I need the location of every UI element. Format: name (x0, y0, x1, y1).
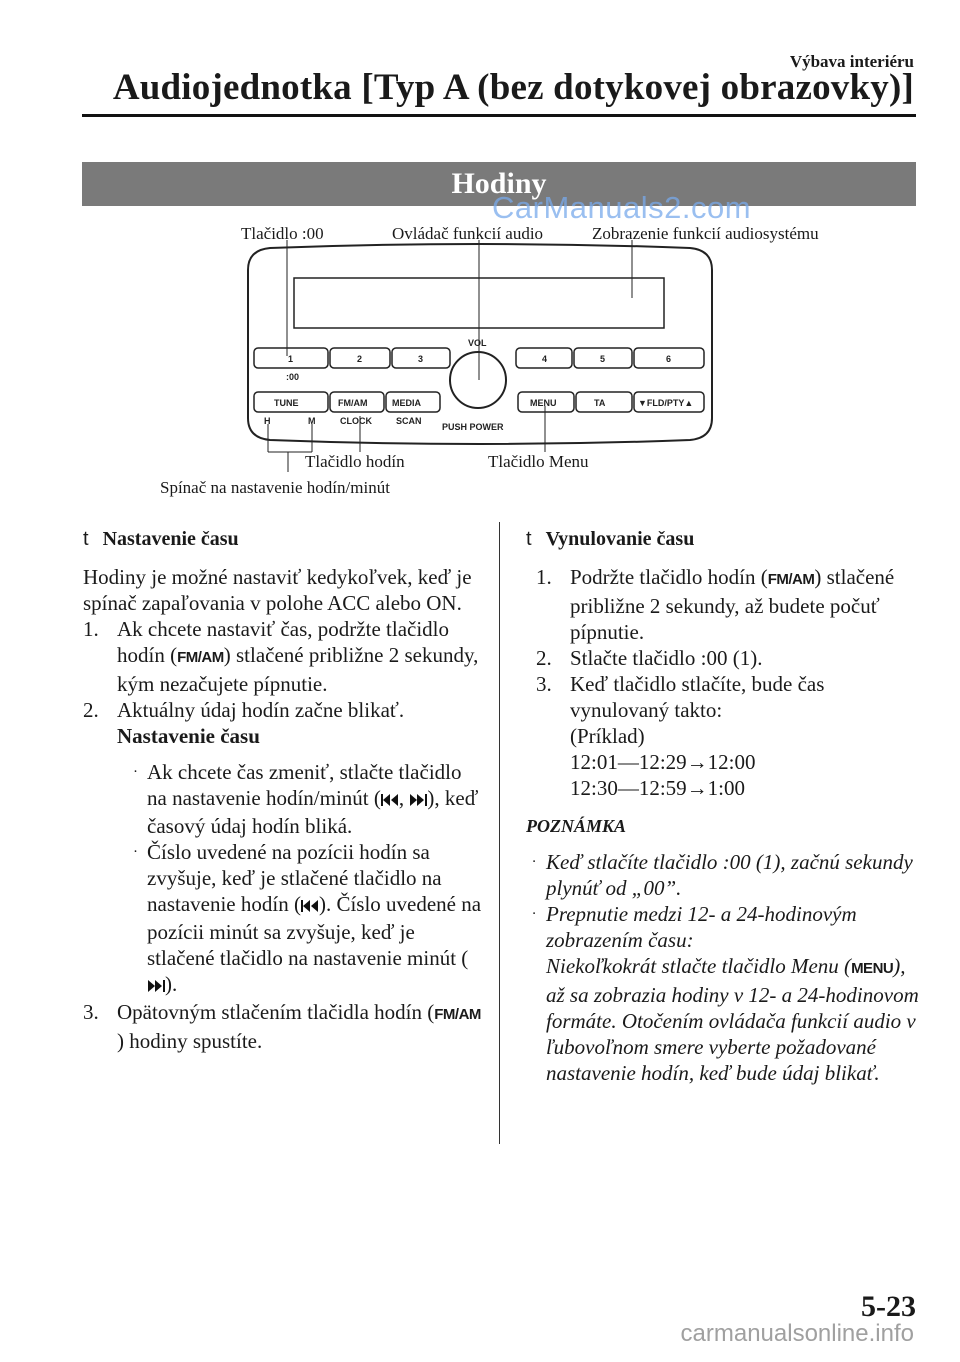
step-text: Ak chcete nastaviť čas, podržte tlačidlo hodín ( (117, 617, 450, 667)
note-text: Prepnutie medzi 12- a 24-hodinovým zobrazením času: (546, 902, 857, 952)
callout-button-00: Tlačidlo :00 (241, 224, 324, 243)
step-text: Keď tlačidlo stlačíte, bude čas vynulovaný takto: (570, 672, 825, 722)
heading-set-time (83, 526, 483, 552)
label-menu: MENU (530, 398, 557, 408)
bullet-text: , (398, 786, 410, 810)
example-line-2: 12:30―12:59→1:00 (570, 776, 746, 800)
heading-text: Vynulovanie času (545, 528, 695, 550)
note-text: Keď stlačíte tlačidlo :00 (1), začnú sekundy plynúť od „00”. (546, 850, 913, 900)
menu-badge: MENU (851, 960, 894, 977)
label-scan: SCAN (396, 416, 422, 426)
heading-marker: t (83, 528, 89, 550)
volume-knob (450, 352, 506, 408)
step-text: Stlačte tlačidlo :00 (1). (570, 646, 763, 670)
step-text: Opätovným stlačením tlačidla hodín ( (117, 1000, 435, 1024)
heading-marker: t (526, 528, 532, 550)
label-ta: TA (594, 398, 606, 408)
bullet-text: Ak chcete čas zmeniť, stlačte tlačidlo na nastavenie hodín/minút ( (147, 760, 462, 810)
label-2: 2 (357, 354, 363, 364)
skip-back-icon (381, 787, 399, 813)
label-6: 6 (666, 354, 672, 364)
label-tune: TUNE (274, 398, 299, 408)
skip-forward-icon (147, 973, 165, 999)
bullet-2 (133, 839, 483, 999)
callout-audio-control: Ovládač funkcií audio (392, 224, 544, 243)
step-number: 3. (536, 672, 552, 696)
intro-text: Hodiny je možné nastaviť kedykoľvek, keď je spínač zapaľovania v polohe ACC alebo ON. (83, 565, 472, 615)
section-label: Výbava interiéru (789, 52, 914, 71)
watermark: CarManuals2.com (492, 190, 752, 225)
page-number: 5-23 (861, 1290, 916, 1323)
step-3 (83, 999, 483, 1054)
bullet-dot: · (133, 844, 138, 860)
heading-reset-time (526, 526, 921, 552)
skip-back-icon (301, 893, 319, 919)
step-1 (83, 616, 483, 697)
heading-text: Nastavenie času (102, 528, 239, 550)
example-label: (Príklad) (570, 724, 645, 748)
step-number: 1. (83, 617, 99, 641)
label-5: 5 (600, 354, 606, 364)
callout-menu-button: Tlačidlo Menu (488, 452, 589, 471)
note-2 (532, 901, 921, 1086)
bullet-dot: · (133, 764, 138, 780)
label-media: MEDIA (392, 398, 421, 408)
step-text: Aktuálny údaj hodín začne blikať. (117, 698, 405, 722)
header-rule (82, 114, 916, 117)
fmam-badge: FM/AM (177, 649, 224, 666)
step-number: 2. (83, 698, 99, 722)
bullet-text: ), keď časový údaj hodín bliká. (147, 786, 479, 838)
callout-hm-switch: Spínač na nastavenie hodín/minút (160, 478, 390, 497)
subheading: Nastavenie času (117, 724, 260, 748)
note-heading: POZNÁMKA (526, 816, 627, 836)
footer-watermark: carmanualsonline.info (680, 1320, 914, 1347)
label-h: H (264, 416, 271, 426)
note-1 (532, 849, 921, 901)
label-3: 3 (418, 354, 424, 364)
example-line-1: 12:01―12:29→12:00 (570, 750, 756, 774)
right-column (526, 526, 921, 1086)
step-text: ) stlačené približne 2 sekundy, kým nezačujete pípnutie. (117, 643, 479, 696)
bullet-dot: · (532, 906, 536, 922)
bullet-dot: · (532, 854, 536, 870)
callout-display: Zobrazenie funkcií audiosystému (592, 224, 819, 243)
label-4: 4 (542, 354, 548, 364)
step-2 (83, 697, 483, 723)
note-text: Niekoľkokrát stlačte tlačidlo Menu ( (546, 954, 852, 978)
label-push-power: PUSH POWER (442, 422, 504, 432)
step-text: ) hodiny spustíte. (117, 1029, 263, 1053)
note-text: ), až sa zobrazia hodiny v 12- a 24-hodinovom formáte. Otočením ovládača funkcií audio v ľubovoľnom smere vyberte požadované nastavenie hodín, keď bude údaj blikať. (546, 954, 919, 1085)
page-title: Audiojednotka [Typ A (bez dotykovej obrazovky)] (112, 67, 914, 108)
reset-step-2 (536, 645, 921, 671)
bullet-text: ). (165, 972, 178, 996)
column-divider (499, 522, 500, 1144)
step-text: Podržte tlačidlo hodín ( (570, 565, 768, 589)
audio-unit-diagram (230, 240, 730, 472)
label-clock: CLOCK (340, 416, 372, 426)
bullet-text: Číslo uvedené na pozícii hodín sa zvyšuje, keď je stlačené tlačidlo na nastavenie hodín ( (147, 840, 442, 916)
label-vol: VOL (468, 338, 487, 348)
label-1: 1 (288, 354, 294, 364)
callout-clock-button: Tlačidlo hodín (305, 452, 405, 471)
step-number: 2. (536, 646, 552, 670)
fmam-badge: FM/AM (434, 1006, 481, 1023)
label-colon00: :00 (286, 372, 300, 382)
label-fmam: FM/AM (338, 398, 368, 408)
step-number: 1. (536, 565, 552, 589)
step-number: 3. (83, 1000, 99, 1024)
reset-step-3 (536, 671, 921, 801)
step-text: ) stlačené približne 2 sekundy, až budete počuť pípnutie. (570, 565, 895, 644)
bullet-1 (133, 759, 483, 839)
bullet-text: ). Číslo uvedené na pozícii minút sa zvyšuje, keď je stlačené tlačidlo na nastavenie minút ( (147, 892, 482, 970)
skip-forward-icon (409, 787, 427, 813)
reset-step-1 (536, 564, 921, 645)
section-title: Hodiny (451, 167, 547, 200)
label-m: M (308, 416, 316, 426)
label-fld: ▼FLD/PTY▲ (638, 398, 694, 408)
fmam-badge: FM/AM (767, 571, 815, 588)
left-column (83, 526, 483, 1054)
